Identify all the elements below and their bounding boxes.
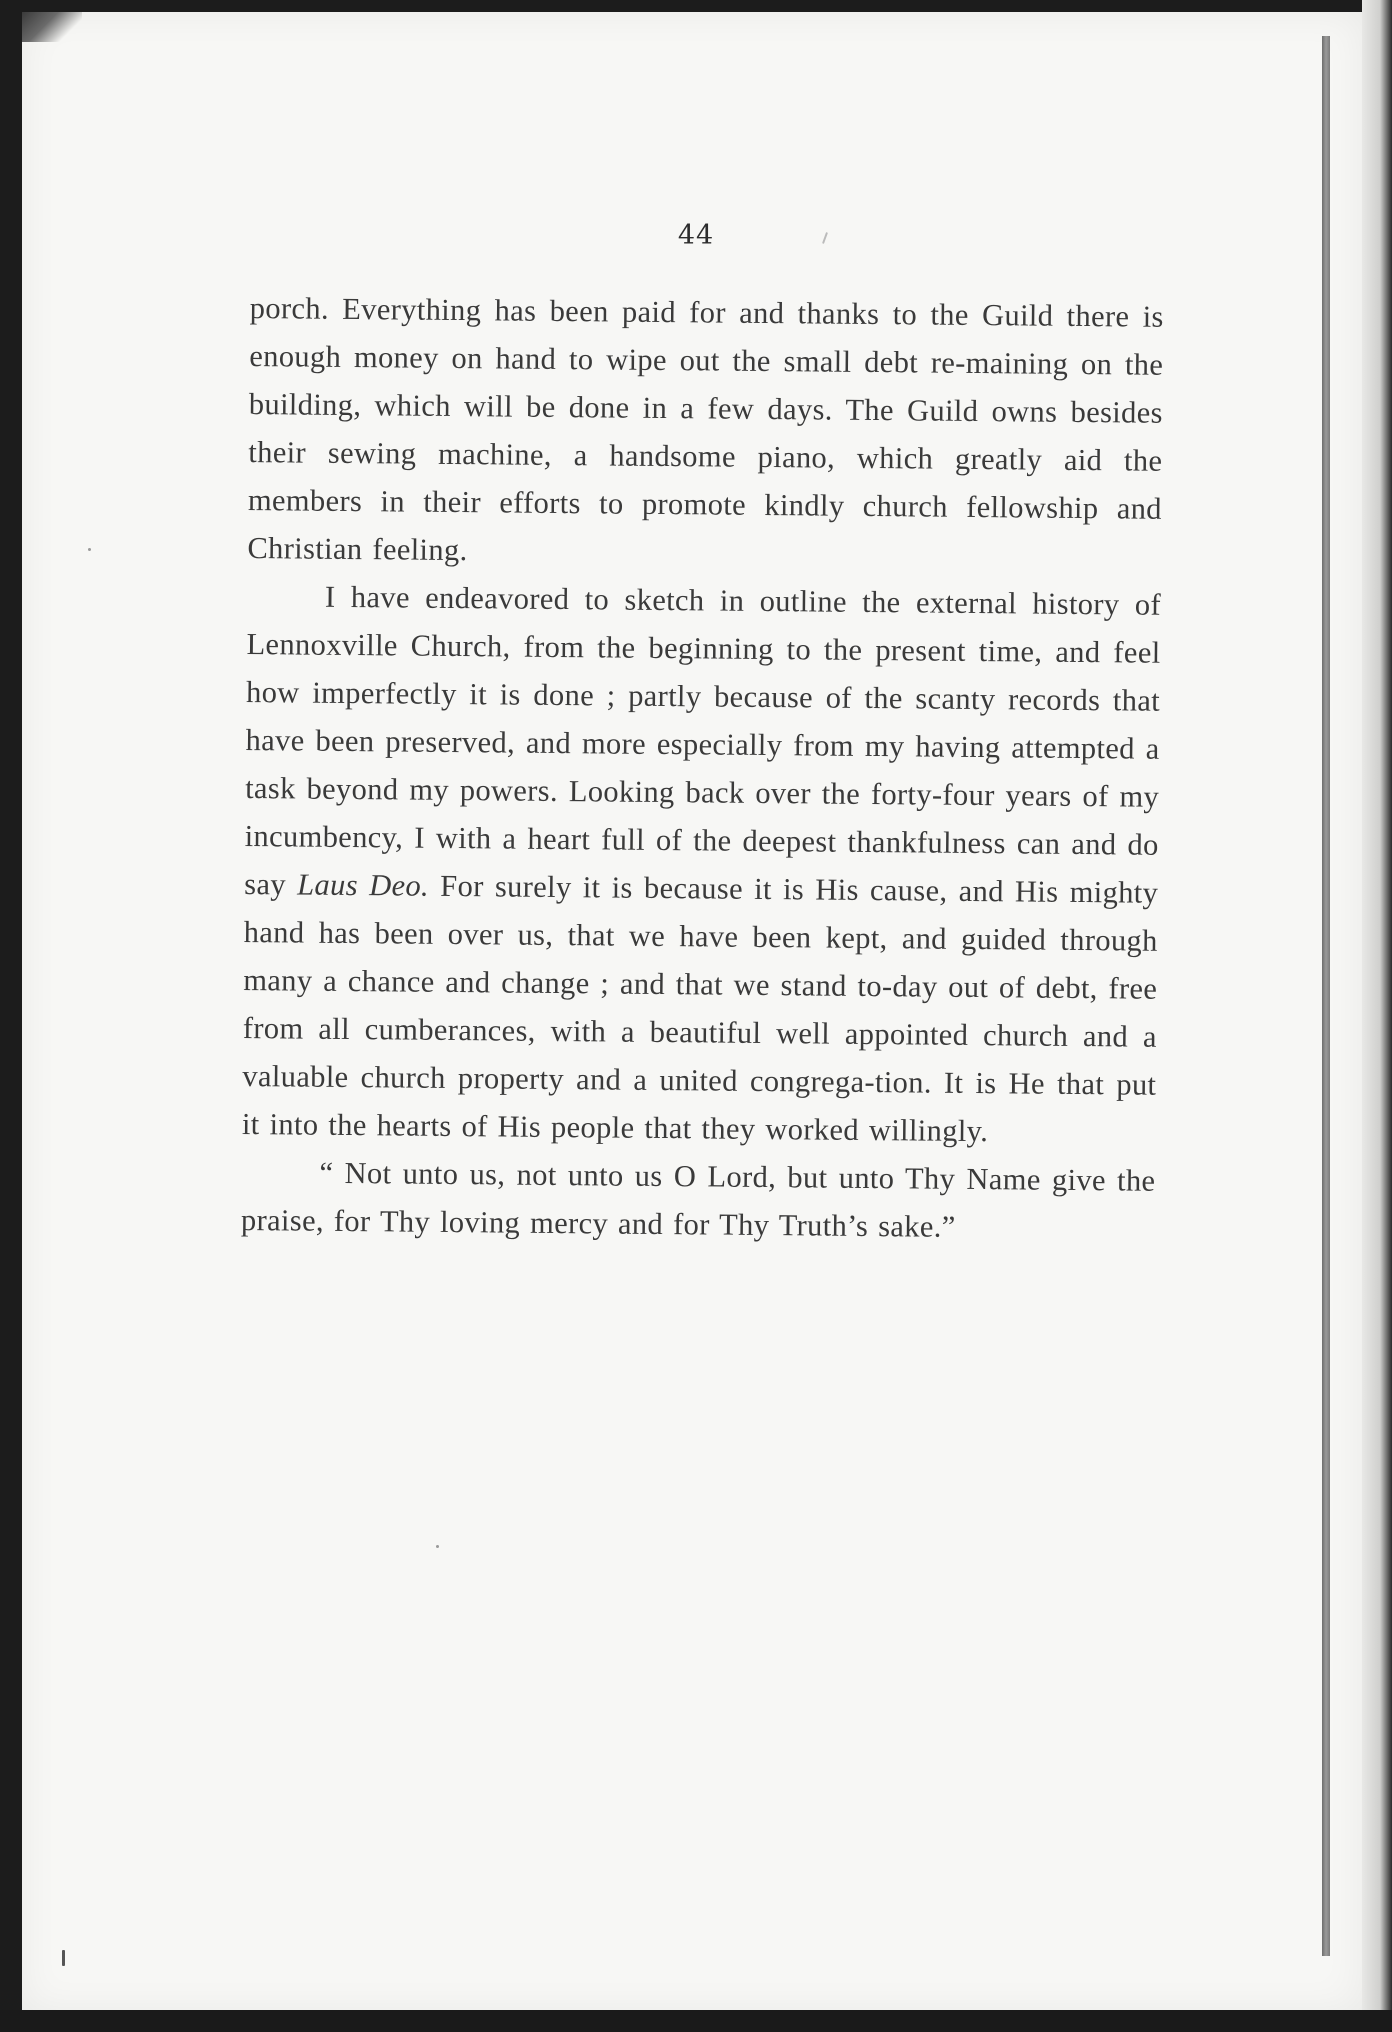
paragraph-p1	[247, 284, 1164, 581]
body-text	[241, 284, 1164, 1253]
paragraph-text: For surely it is because it is His cause, and His mighty hand has been over us, that we have been kept, and guided through many a chance and change ; and that we stand to-day out of debt, free from all cumberances, with a beautiful well appointed church and a valuable church property and a united congrega-tion. It is He that put it into the hearts of His people that they worked willingly.	[241, 868, 1159, 1149]
page-right-edge	[1362, 0, 1392, 2032]
page-number: 44	[677, 220, 715, 251]
page-edge-shadow	[1322, 36, 1330, 1956]
dust-speck	[88, 548, 91, 551]
scan-bottom-border	[0, 2010, 1392, 2032]
dust-speck	[436, 1545, 439, 1548]
paragraph-text: I have endeavored to sketch in outline the external history of Lennoxville Church, from the beginning to the present time, and feel how imperfectly it is done ; partly because of the scanty records that have been preserved, and more especially from my having attempted a task beyond my powers. Looking back over the forty-four years of my incumbency, I with a heart full of the deepest thankfulness can and do say	[244, 579, 1162, 902]
paragraph-p2	[242, 572, 1161, 1157]
paragraph-p3	[241, 1148, 1156, 1253]
dust-speck	[62, 1950, 65, 1966]
page-corner-fold	[22, 12, 82, 42]
paragraph-text: “ Not unto us, not unto us O Lord, but unto Thy Name give the praise, for Thy loving mercy and for Thy Truth’s sake.”	[240, 1155, 1156, 1244]
paragraph-text: porch. Everything has been paid for and thanks to the Guild there is enough money on hand to wipe out the small debt re-maining on the building, which will be done in a few days. The Guild owns besides their sewing machine, a handsome piano, which greatly aid the members in their efforts to promote kindly church fellowship and Christian feeling.	[247, 290, 1164, 568]
italic-phrase: Laus Deo.	[297, 867, 430, 903]
